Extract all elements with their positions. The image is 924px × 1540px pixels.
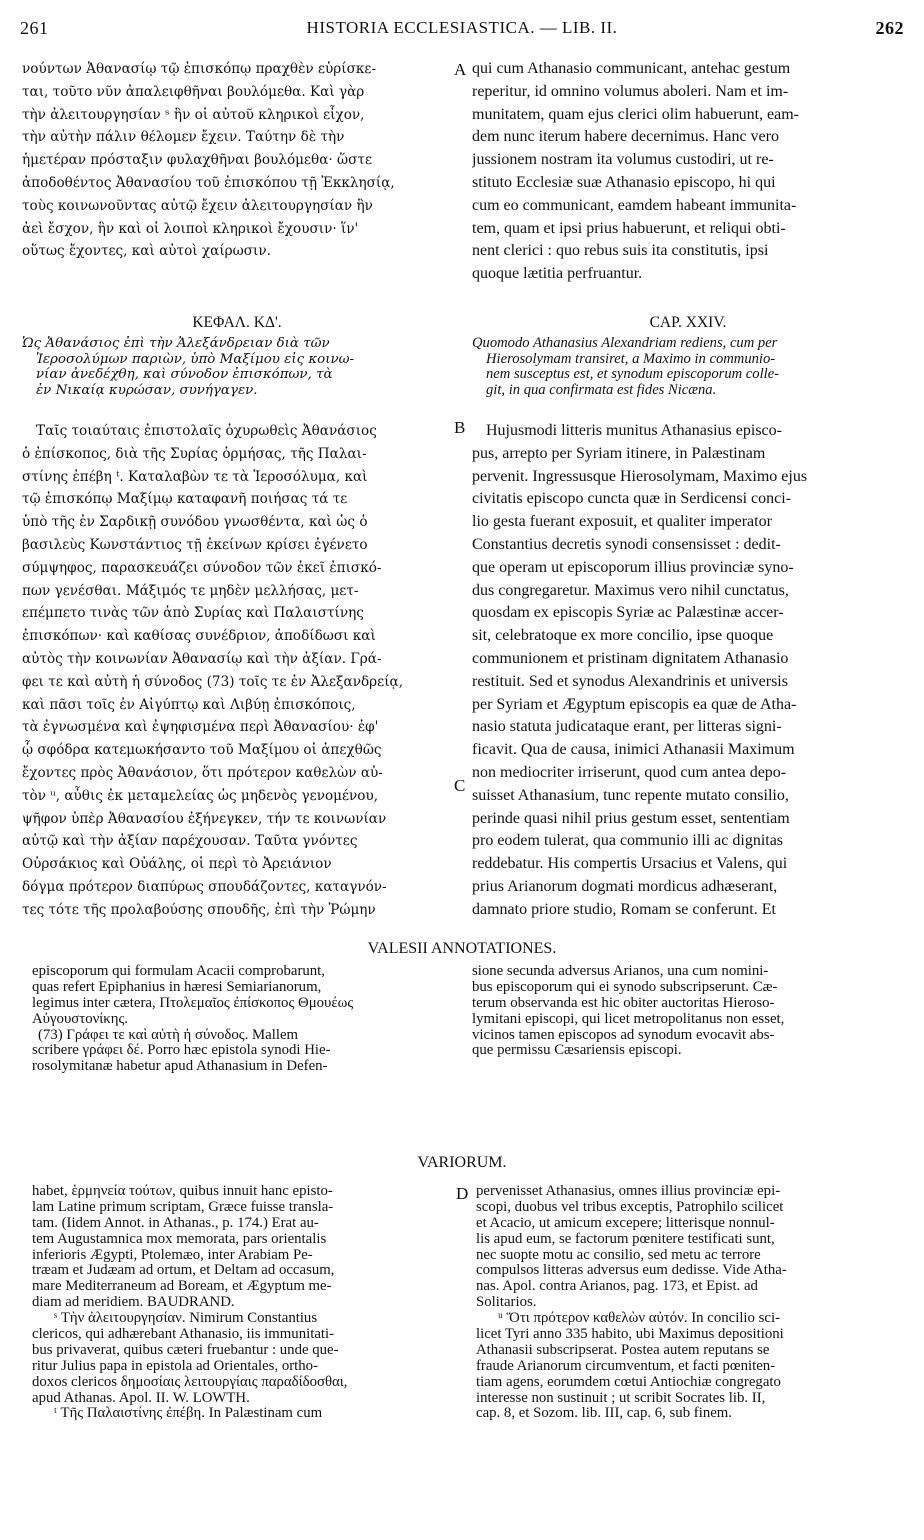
text-line: lis apud eum, se factorum pœnitere testificati sunt, [476,1231,775,1247]
text-line: cum eo communicant, eamdem habeant immunita- [472,196,797,214]
text-line: nem susceptus est, et synodum episcoporum colle- [486,367,780,382]
text-line: Constantius decretis synodi consensisset : dedit- [472,535,781,553]
text-line: fraude Arianorum circumventum, et facti pœniten- [476,1358,776,1374]
text-line: αὐτῷ καὶ τὴν ἀξίαν παρέχουσαν. Ταῦτα γνόντες [22,833,358,850]
text-line: ὁ ἐπίσκοπος, διὰ τῆς Συρίας ὁρμήσας, τῆς Παλαι- [22,445,367,462]
text-line: ἀποδοθέντος Ἀθανασίου τοῦ ἐπισκόπου τῇ Ἐκκλησίᾳ, [22,174,395,191]
text-line: tiam agens, eorumdem cœtui Antiochiæ congregato [476,1374,781,1390]
text-line: αὐτὸς τὴν κοινωνίαν Ἀθανασίῳ καὶ τὴν ἀξίαν. Γρά- [22,650,382,667]
margin-marker-c: C [454,776,466,795]
text-line: nec suopte motu ac consilio, sed metu ac terrore [476,1247,761,1263]
text-line: Hierosolymam transiret, a Maximo in communio- [486,351,776,367]
text-line: prius Arianorum dogmati mordicus adhæserant, [472,877,778,895]
text-line: dus congregaretur. Maximus vero nihil cunctatus, [472,581,789,599]
greek-body-text [22,420,452,922]
margin-marker-a: A [454,60,467,79]
text-line: git, in qua confirmata est fides Nicæna. [486,382,717,398]
text-line: communionem et pristinam dignitatem Athanasio [472,649,789,667]
text-line: scribere γράφει δέ. Porro hæc epistola synodi Hie- [32,1043,331,1059]
text-line: pervenisset Athanasius, omnes illius provinciæ epi- [476,1184,781,1199]
text-line: καὶ πᾶσι τοῖς ἐν Αἰγύπτῳ καὶ Λιβύῃ ἐπισκόποις, [22,696,356,713]
text-line: φει τε καὶ αὐτὴ ἡ σύνοδος (73) τοῖς τε ἐν Ἀλεξανδρείᾳ, [22,673,404,690]
latin-chapter-summary [472,336,904,398]
greek-top-text [22,58,452,263]
text-line: ᵘ Ὅτι πρότερον καθελὼν αὐτόν. In concilio sci- [498,1311,781,1327]
text-line: quosdam ex episcopis Syriæ ac Palæstinæ accer- [472,604,784,622]
text-line: reperitur, id omnino volumus aboleri. Nam et im- [472,82,789,100]
latin-chapter-heading: CAP. XXIV. [649,314,727,331]
text-line: quoque lætitia perfruantur. [472,265,643,283]
text-line: ται, τοῦτο νῦν ἀπαλειφθῆναι βουλόμεθα. Καὶ γὰρ [22,83,365,100]
text-line: Ὡς Ἀθανάσιος ἐπὶ τὴν Ἀλεξάνδρειαν διὰ τῶν [22,336,330,351]
text-line: ᾧ σφόδρα κατεμωκήσαντο τοῦ Μαξίμου οἱ ἀπεχθῶς [22,742,382,759]
text-line: terum observanda est hic obiter auctoritas Hieroso- [472,995,775,1011]
text-line: ficavit. Qua de causa, inimici Athanasii Maximum [472,741,795,759]
text-line: ἀεὶ ἔσχον, ἣν καὶ οἱ λοιποὶ κληρικοὶ ἔχουσιν· ἵν' [22,220,359,237]
valesii-title: VALESII ANNOTATIONES. [367,940,557,957]
text-line: damnato priore studio, Romam se conferunt. Et [472,900,776,918]
margin-marker-b: B [454,418,466,437]
text-line: munitatem, quam ejus clerici olim habuerunt, eam- [472,105,800,123]
text-line: lio gesta fuerant exposuit, et qualiter imperator [472,513,772,531]
text-line: ᵗ Τῆς Παλαιστίνης ἐπέβη. In Palæstinam cum [54,1406,323,1422]
text-line: σύμψηφος, παρασκευάζει σύνοδον τῶν ἐκεῖ ἐπισκό- [22,559,382,576]
text-line: pus, arrepto per Syriam itinere, in Palæstinam [472,444,766,462]
variorum-left-notes [32,1184,452,1422]
text-line: suisset Athanasium, tunc repente mutato consilio, [472,786,789,804]
text-line: que operam ut episcoporum illius provinciæ syno- [472,558,794,576]
text-line: βασιλεὺς Κωνστάντιος τῇ ἐκείνων κρίσει ἐγένετο [22,536,368,553]
text-line: jussionem nostram ita volumus custodiri, ut re- [472,151,774,169]
text-line: legimus inter cætera, Πτολεμαῖος ἐπίσκοπος Θμουέως [32,995,354,1011]
page-number-left: 261 [20,18,49,38]
text-line: ἔχοντες πρὸς Ἀθανάσιον, ὅτι πρότερον καθελὼν αὐ- [22,764,383,781]
text-line: πων γενέσθαι. Μάξιμός τε μηδὲν μελλήσας, μετ- [22,582,359,599]
text-line: mare Mediterraneum ad Boream, et Ægyptum me- [32,1279,332,1295]
text-line: sione secunda adversus Arianos, una cum nomini- [472,964,769,979]
text-line: Hujusmodi litteris munitus Athanasius episco- [486,422,782,439]
text-line: pervenit. Ingressusque Hierosolymam, Maximo ejus [472,467,808,485]
margin-marker-d: D [456,1184,469,1203]
variorum-right-notes [476,1184,904,1422]
text-line: επέμπετο τινὰς τῶν ἀπὸ Συρίας καὶ Παλαιστίνης [22,605,364,622]
text-line: civitatis episcopo cuncta quæ in Serdicensi conci- [472,490,792,508]
text-line: qui cum Athanasio communicant, antehac gestum [472,60,791,77]
text-line: Ταῖς τοιαύταις ἐπιστολαῖς ὀχυρωθεὶς Ἀθανάσιος [36,423,377,439]
text-line: οὕτως ἔχοντες, καὶ αὐτοὶ χαίρωσιν. [22,243,271,260]
latin-top-text [472,58,904,286]
text-line: tam. (Iidem Annot. in Athanas., p. 174.) Erat au- [32,1215,319,1231]
valesii-left-notes [32,964,452,1075]
text-line: Quomodo Athanasius Alexandriam rediens, cum per [472,336,778,351]
text-line: νίαν ἀνεδέχθη, καὶ σύνοδον ἐπισκόπων, τὰ [36,367,333,382]
greek-chapter-summary [22,336,452,398]
text-line: vicinos tamen episcopos ad synodum evocavit abs- [472,1027,775,1043]
text-line: non mediocriter irriserunt, quod cum antea depo- [472,763,787,781]
latin-body-text [472,420,904,922]
text-line: νούντων Ἀθανασίῳ τῷ ἐπισκόπῳ πραχθὲν εὑρίσκε- [22,61,377,77]
text-line: lymitani episcopi, qui licet metropolitanus non esset, [472,1011,785,1027]
text-line: træam et Judæam ad ortum, et Deltam ad occasum, [32,1263,335,1279]
text-line: (73) Γράφει τε καὶ αὐτὴ ἡ σύνοδος. Mallem [38,1027,299,1043]
text-line: que permissu Cæsariensis episcopi. [472,1043,682,1059]
text-line: nas. Apol. contra Arianos, pag. 173, et Epist. ad [476,1279,758,1295]
text-line: Αὐγουστονίκης. [32,1011,129,1027]
text-line: et Acacio, ut amicum excepere; litterisque nonnul- [476,1215,775,1231]
text-line: dem nunc iterum habere decernimus. Hanc vero [472,128,779,146]
page-number-right: 262 [875,18,904,38]
text-line: pro eodem tulerat, qua communio illi ac dignitas [472,832,784,850]
valesii-right-notes [472,964,904,1059]
text-line: ἐπισκόπων· καὶ καθίσας συνέδριον, ἀποδίδωσι καὶ [22,628,376,645]
text-line: habet, ἑρμηνεία τούτων, quibus innuit hanc episto- [32,1184,333,1199]
text-line: diam ad meridiem. BAUDRAND. [32,1295,235,1311]
text-line: apud Athanas. Apol. II. W. LOWTH. [32,1390,250,1406]
text-line: perinde quasi nihil prius gestum esset, sententiam [472,809,790,827]
text-line: lam Latine primum scriptam, Græce fuisse transla- [32,1199,334,1215]
text-line: Ἱεροσολύμων παριὼν, ὑπὸ Μαξίμου εἰς κοινω- [36,351,355,367]
text-line: bus episcoporum qui ei synodo subscripserunt. Cæ- [472,979,778,995]
text-line: quas refert Epiphanius in hæresi Semiarianorum, [32,979,322,995]
running-title: HISTORIA ECCLESIASTICA. — LIB. II. [306,18,618,37]
text-line: ἐν Νικαίᾳ κυρώσαν, συνήγαγεν. [36,382,258,398]
variorum-title: VARIORUM. [417,1154,507,1171]
text-line: reddebatur. His compertis Ursacius et Valens, qui [472,855,788,873]
text-line: episcoporum qui formulam Acacii comprobarunt, [32,964,325,979]
text-line: τῷ ἐπισκόπῳ Μαξίμῳ καταφανῆ ποιήσας τά τε [22,491,348,508]
text-line: nasio statuta judicataque erant, per litteras signi- [472,718,782,736]
text-line: τὰ ἐγνωσμένα καὶ ἐψηφισμένα περὶ Ἀθανασίου· ἐφ' [22,719,379,736]
text-line: στίνης ἐπέβη ᵗ. Καταλαβὼν τε τὰ Ἱεροσόλυμα, καὶ [22,468,368,485]
text-line: inferioris Ægypti, Ptolemæo, inter Arabiam Pe- [32,1247,313,1263]
text-line: tem, quam et ipsi prius habuerunt, et reliqui obti- [472,219,786,237]
text-line: Solitarios. [476,1295,537,1311]
text-line: τὴν αὐτὴν πάλιν θέλομεν ἔχειν. Ταύτην δὲ τὴν [22,129,345,146]
text-line: sit, celebratoque ex more concilio, ipse quoque [472,627,774,645]
text-line: ἡμετέραν πρόσταξιν φυλαχθῆναι βουλόμεθα· ὥστε [22,152,372,169]
text-line: bus privaverat, quibus cæteri fruebantur : unde que- [32,1342,339,1358]
text-line: scopi, duobus vel tribus exceptis, Patrophilo scilicet [476,1199,784,1215]
text-line: δόγμα πρότερον διαπύρως σπουδάζοντες, καταγνόν- [22,878,387,895]
text-line: τὸν ᵘ, αὖθις ἐκ μεταμελείας ὡς μηδενὸς γενομένου, [22,787,379,804]
text-line: per Syriam et Ægyptum episcopis ea quæ de Atha- [472,695,797,713]
text-line: nent clerici : quo rebus suis ita constitutis, ipsi [472,242,769,260]
text-line: cap. 8, et Sozom. lib. III, cap. 6, sub finem. [476,1406,733,1422]
text-line: Athanasii subscripserat. Postea autem reputans se [476,1342,770,1358]
text-line: τες τότε τῆς προλαβούσης σπουδῆς, ἐπὶ τὴν Ῥώμην [22,901,376,918]
text-line: stituto Ecclesiæ suæ Athanasio episcopo, hi qui [472,173,776,191]
text-line: ὑπὸ τῆς ἐν Σαρδικῇ συνόδου γνωσθέντα, καὶ ὡς ὁ [22,514,368,531]
text-line: ˢ Τὴν ἀλειτουργησίαν. Nimirum Constantius [54,1311,318,1327]
text-line: clericos, qui adhærebant Athanasio, iis immunitati- [32,1327,335,1343]
text-line: licet Tyri anno 335 habito, ubi Maximus depositioni [476,1327,784,1343]
text-line: rosolymitanæ habetur apud Athanasium in Defen- [32,1059,328,1075]
text-line: tem Augustamnica mox memorata, pars orientalis [32,1231,327,1247]
text-line: interesse non sustinuit ; ut scribit Socrates lib. II, [476,1390,766,1406]
text-line: compulsos litteras adversus eum dedisse. Vide Atha- [476,1263,787,1279]
text-line: Οὐρσάκιος καὶ Οὐάλης, οἱ περὶ τὸ Ἀρειάνιον [22,856,332,873]
text-line: ritur Julius papa in epistola ad Orientales, ortho- [32,1358,319,1374]
text-line: τὴν ἀλειτουργησίαν ˢ ἣν οἱ αὐτοῦ κληρικοὶ εἶχον, [22,106,365,123]
text-line: ψῆφον ὑπὲρ Ἀθανασίου ἐξήνεγκεν, τήν τε κοινωνίαν [22,810,387,827]
text-line: τοὺς κοινωνοῦντας αὐτῷ ἔχειν ἀλειτουργησίαν ἣν [22,197,373,214]
text-line: restituit. Sed et synodus Alexandrinis et universis [472,672,788,690]
text-line: doxos clericos δημοσίαις λειτουργίαις παραδίδοσθαι, [32,1374,348,1390]
greek-chapter-heading: ΚΕΦΑΛ. ΚΔ'. [192,314,282,331]
